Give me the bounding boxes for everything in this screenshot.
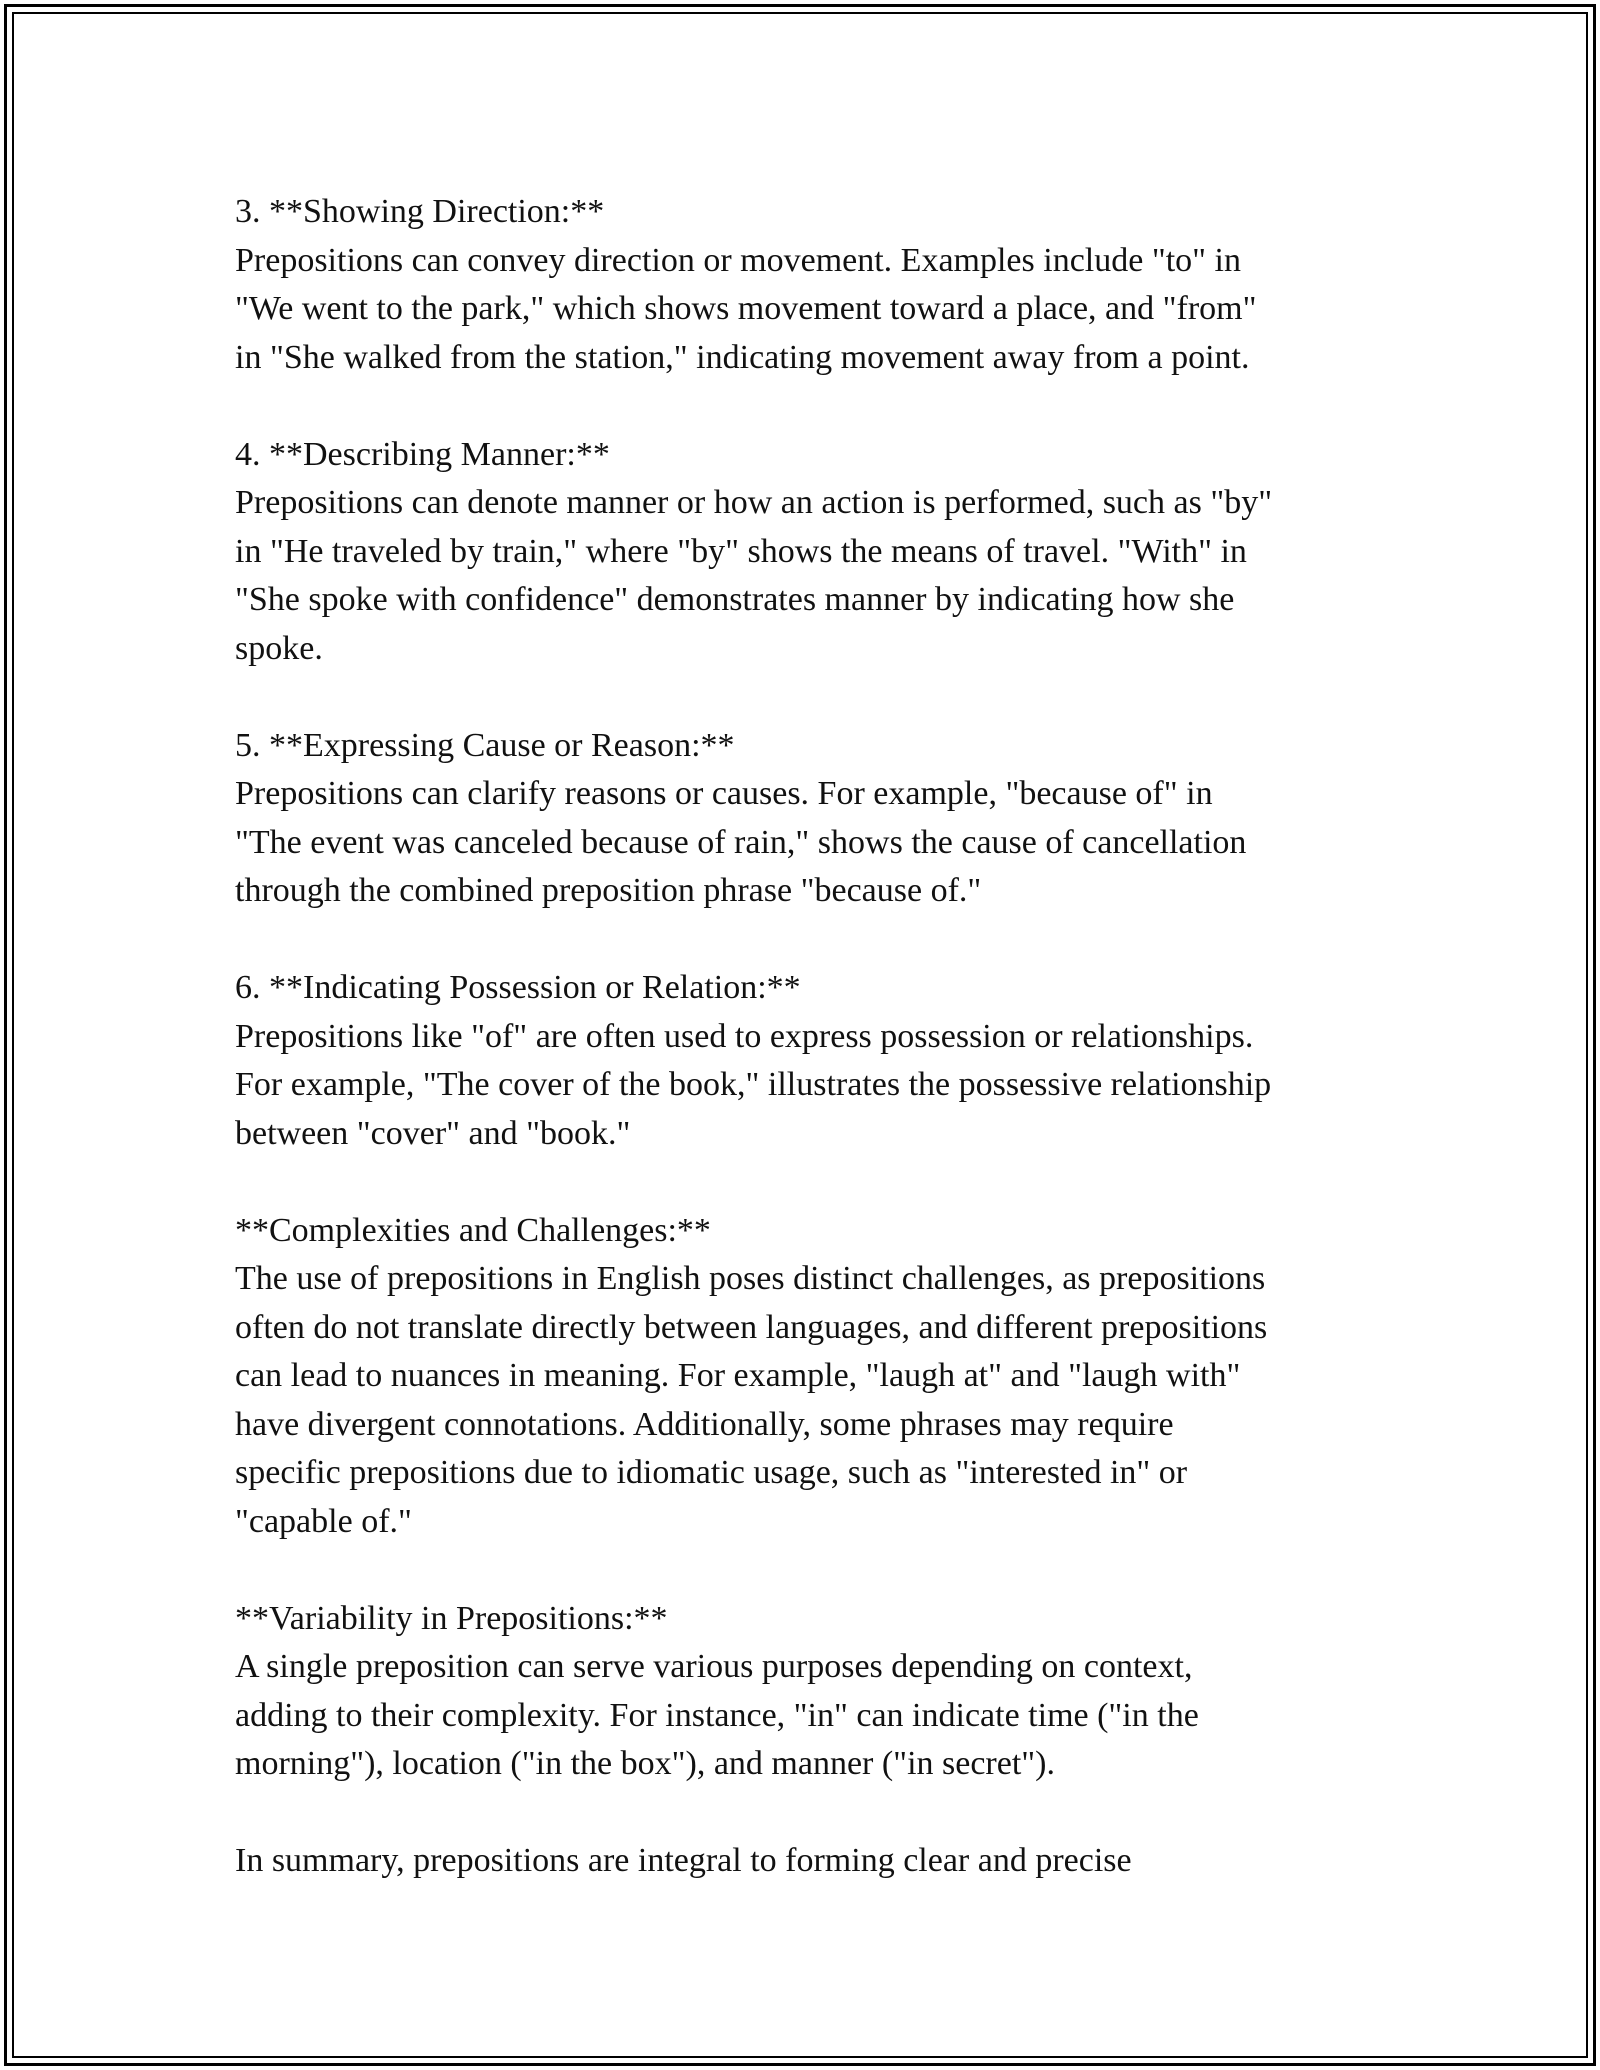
paragraph-line: in "He traveled by train," where "by" shows the means of travel. "With" in bbox=[235, 532, 1247, 570]
section-heading: 6. **Indicating Possession or Relation:** bbox=[235, 969, 801, 1006]
paragraph-line: "The event was canceled because of rain," shows the cause of cancellation bbox=[235, 823, 1247, 861]
paragraph-line: specific prepositions due to idiomatic usage, such as "interested in" or bbox=[235, 1454, 1188, 1491]
section-complexities-challenges bbox=[235, 1207, 1365, 1547]
paragraph-line: "capable of." bbox=[235, 1502, 412, 1540]
paragraph-line: Prepositions can denote manner or how an action is performed, such as "by" bbox=[235, 484, 1273, 521]
section-indicating-possession bbox=[235, 964, 1365, 1158]
paragraph-line: through the combined preposition phrase "because of." bbox=[235, 872, 982, 909]
summary-paragraph: In summary, prepositions are integral to forming clear and precise bbox=[235, 1842, 1132, 1879]
paragraph-line: Prepositions like "of" are often used to express possession or relationships. bbox=[235, 1017, 1254, 1055]
paragraph-line: morning"), location ("in the box"), and manner ("in secret"). bbox=[235, 1745, 1055, 1782]
section-summary bbox=[235, 1837, 1365, 1886]
paragraph-line: have divergent connotations. Additionally, some phrases may require bbox=[235, 1405, 1174, 1443]
document-body bbox=[235, 188, 1365, 1886]
section-heading: **Complexities and Challenges:** bbox=[235, 1211, 711, 1249]
section-showing-direction bbox=[235, 188, 1365, 382]
section-heading: 3. **Showing Direction:** bbox=[235, 193, 605, 230]
paragraph-line: For example, "The cover of the book," illustrates the possessive relationship bbox=[235, 1066, 1272, 1103]
section-heading: 5. **Expressing Cause or Reason:** bbox=[235, 726, 735, 764]
paragraph-line: adding to their complexity. For instance, "in" can indicate time ("in the bbox=[235, 1696, 1199, 1734]
section-variability-prepositions bbox=[235, 1595, 1365, 1789]
section-expressing-cause bbox=[235, 722, 1365, 916]
paragraph-line: often do not translate directly between languages, and different prepositions bbox=[235, 1308, 1268, 1346]
section-describing-manner bbox=[235, 431, 1365, 674]
paragraph-line: in "She walked from the station," indicating movement away from a point. bbox=[235, 338, 1250, 376]
paragraph-line: Prepositions can convey direction or movement. Examples include "to" in bbox=[235, 241, 1241, 279]
paragraph-line: between "cover" and "book." bbox=[235, 1114, 631, 1152]
paragraph-line: The use of prepositions in English poses distinct challenges, as prepositions bbox=[235, 1260, 1266, 1297]
paragraph-line: Prepositions can clarify reasons or causes. For example, "because of" in bbox=[235, 775, 1213, 812]
paragraph-line: can lead to nuances in meaning. For example, "laugh at" and "laugh with" bbox=[235, 1357, 1241, 1394]
paragraph-line: "We went to the park," which shows movement toward a place, and "from" bbox=[235, 290, 1257, 327]
paragraph-line: "She spoke with confidence" demonstrates manner by indicating how she bbox=[235, 581, 1235, 618]
section-heading: 4. **Describing Manner:** bbox=[235, 435, 610, 473]
section-heading: **Variability in Prepositions:** bbox=[235, 1599, 668, 1637]
paragraph-line: spoke. bbox=[235, 629, 323, 667]
paragraph-line: A single preposition can serve various purposes depending on context, bbox=[235, 1648, 1193, 1685]
